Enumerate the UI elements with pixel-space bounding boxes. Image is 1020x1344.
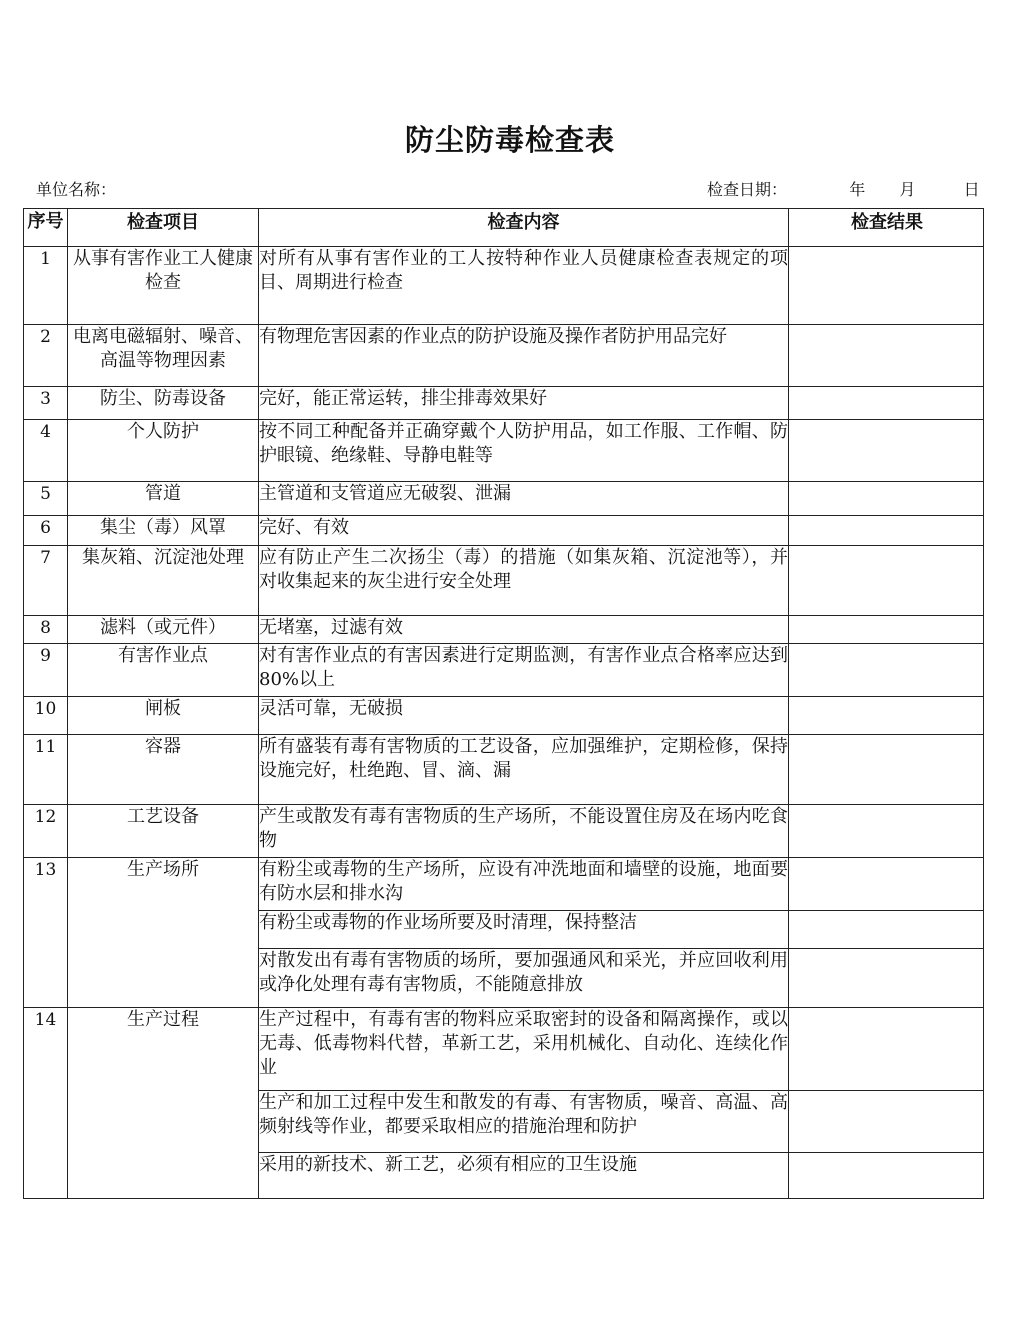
check-item: 生产过程: [68, 1008, 259, 1199]
table-row: [24, 247, 984, 325]
row-number: 9: [24, 644, 68, 697]
table-row: [24, 1008, 984, 1091]
page-title: 防尘防毒检查表: [404, 123, 615, 157]
date-month: 月: [899, 180, 916, 199]
check-content: 生产过程中，有毒有害的物料应采取密封的设备和隔离操作，或以无毒、低毒物料代替，革新工艺，采用机械化、自动化、连续化作业: [259, 1008, 789, 1091]
check-content: 完好，能正常运转，排尘排毒效果好: [259, 387, 789, 420]
check-item: 个人防护: [68, 420, 259, 482]
row-number: 14: [24, 1008, 68, 1199]
row-number: 13: [24, 858, 68, 1008]
check-item: 集灰箱、沉淀池处理: [68, 546, 259, 616]
table-row: [24, 516, 984, 546]
row-number: 10: [24, 697, 68, 735]
check-item: 滤料（或元件）: [68, 616, 259, 644]
row-number: 3: [24, 387, 68, 420]
inspection-date: [707, 177, 980, 200]
check-result-cell[interactable]: [789, 516, 984, 546]
check-result-cell[interactable]: [789, 1008, 984, 1091]
check-content: 应有防止产生二次扬尘（毒）的措施（如集灰箱、沉淀池等），并对收集起来的灰尘进行安全处理: [259, 546, 789, 616]
table-row: [24, 697, 984, 735]
check-result-cell[interactable]: [789, 697, 984, 735]
check-result-cell[interactable]: [789, 858, 984, 911]
check-content: 按不同工种配备并正确穿戴个人防护用品，如工作服、工作帽、防护眼镜、绝缘鞋、导静电鞋等: [259, 420, 789, 482]
check-result-cell[interactable]: [789, 644, 984, 697]
row-number: 12: [24, 805, 68, 858]
check-content: 灵活可靠，无破损: [259, 697, 789, 735]
table-row: [24, 805, 984, 858]
date-day: 日: [963, 180, 980, 199]
check-result-cell[interactable]: [789, 482, 984, 516]
check-item: 容器: [68, 735, 259, 805]
check-result-cell[interactable]: [789, 1091, 984, 1153]
check-result-cell[interactable]: [789, 247, 984, 325]
column-header-item: 检查项目: [68, 209, 259, 247]
check-result-cell[interactable]: [789, 949, 984, 1008]
row-number: 1: [24, 247, 68, 325]
column-header-no: 序号: [24, 209, 68, 247]
date-year: 年: [849, 180, 866, 199]
check-result-cell[interactable]: [789, 1153, 984, 1199]
check-content: 有物理危害因素的作业点的防护设施及操作者防护用品完好: [259, 325, 789, 387]
check-result-cell[interactable]: [789, 546, 984, 616]
check-content: 主管道和支管道应无破裂、泄漏: [259, 482, 789, 516]
check-content: 有粉尘或毒物的生产场所，应设有冲洗地面和墙壁的设施，地面要有防水层和排水沟: [259, 858, 789, 911]
column-header-result: 检查结果: [789, 209, 984, 247]
check-content: 对所有从事有害作业的工人按特种作业人员健康检查表规定的项目、周期进行检查: [259, 247, 789, 325]
check-result-cell[interactable]: [789, 805, 984, 858]
check-content: 产生或散发有毒有害物质的生产场所，不能设置住房及在场内吃食物: [259, 805, 789, 858]
table-row: [24, 858, 984, 911]
table-row: [24, 735, 984, 805]
row-number: 2: [24, 325, 68, 387]
check-item: 从事有害作业工人健康检查: [68, 247, 259, 325]
row-number: 7: [24, 546, 68, 616]
table-row: [24, 482, 984, 516]
check-item: 工艺设备: [68, 805, 259, 858]
table-row: [24, 644, 984, 697]
check-item: 集尘（毒）风罩: [68, 516, 259, 546]
unit-name-label: 单位名称：: [36, 180, 117, 199]
check-result-cell[interactable]: [789, 735, 984, 805]
row-number: 11: [24, 735, 68, 805]
check-content: 无堵塞，过滤有效: [259, 616, 789, 644]
check-content: 生产和加工过程中发生和散发的有毒、有害物质，噪音、高温、高频射线等作业，都要采取相应的措施治理和防护: [259, 1091, 789, 1153]
table-row: [24, 546, 984, 616]
check-content: 所有盛装有毒有害物质的工艺设备，应加强维护，定期检修，保持设施完好，杜绝跑、冒、滴、漏: [259, 735, 789, 805]
check-item: 防尘、防毒设备: [68, 387, 259, 420]
inspection-table: [23, 208, 984, 1199]
table-row: [24, 387, 984, 420]
row-number: 6: [24, 516, 68, 546]
check-content: 有粉尘或毒物的作业场所要及时清理，保持整洁: [259, 911, 789, 949]
table-header-row: [24, 209, 984, 247]
column-header-content: 检查内容: [259, 209, 789, 247]
check-result-cell[interactable]: [789, 420, 984, 482]
check-result-cell[interactable]: [789, 325, 984, 387]
table-row: [24, 420, 984, 482]
table-row: [24, 616, 984, 644]
date-label: 检查日期：: [707, 180, 788, 199]
check-content: 完好、有效: [259, 516, 789, 546]
check-result-cell[interactable]: [789, 387, 984, 420]
table-row: [24, 325, 984, 387]
check-item: 闸板: [68, 697, 259, 735]
row-number: 8: [24, 616, 68, 644]
check-item: 有害作业点: [68, 644, 259, 697]
check-result-cell[interactable]: [789, 616, 984, 644]
check-item: 管道: [68, 482, 259, 516]
row-number: 4: [24, 420, 68, 482]
check-item: 电离电磁辐射、噪音、高温等物理因素: [68, 325, 259, 387]
check-content: 对有害作业点的有害因素进行定期监测，有害作业点合格率应达到80%以上: [259, 644, 789, 697]
check-content: 对散发出有毒有害物质的场所，要加强通风和采光，并应回收利用或净化处理有毒有害物质，不能随意排放: [259, 949, 789, 1008]
check-content: 采用的新技术、新工艺，必须有相应的卫生设施: [259, 1153, 789, 1199]
row-number: 5: [24, 482, 68, 516]
check-result-cell[interactable]: [789, 911, 984, 949]
check-item: 生产场所: [68, 858, 259, 1008]
